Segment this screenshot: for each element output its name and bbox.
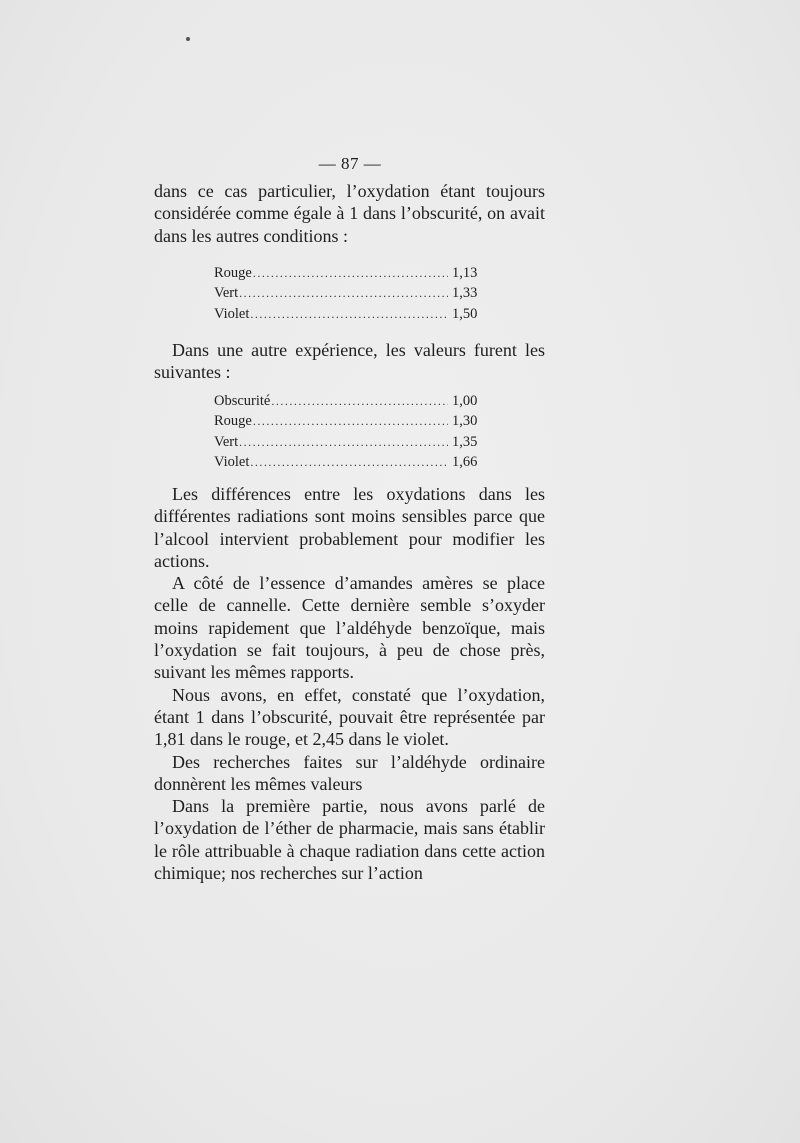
values-table-1: [214, 265, 486, 326]
paragraph-premiere-partie: Dans la première partie, nous avons parlé de l’oxydation de l’éther de pharmacie, mais sans établir le rôle attribuable à chaque radiation dans cette action chimique; nos recherches sur l’action: [154, 796, 545, 884]
dot-leader: [250, 307, 448, 322]
row-label: Violet: [214, 453, 250, 470]
paragraph-1: [154, 180, 545, 247]
dot-leader: [239, 286, 448, 301]
table-row: [214, 454, 486, 474]
values-table-2: [214, 393, 486, 474]
row-value: 1,66: [452, 453, 478, 470]
table-row: [214, 413, 486, 433]
paragraph-2: [154, 339, 545, 384]
table-row: [214, 393, 486, 413]
row-label: Rouge: [214, 265, 252, 281]
paragraph-text: dans ce cas particulier, l’oxydation étant toujours considérée comme égale à 1 dans l’obscurité, on avait dans les autres conditions :: [154, 181, 545, 246]
row-value: 1,50: [452, 305, 478, 322]
table-row: [214, 306, 486, 326]
paragraph-text: Dans une autre expérience, les valeurs furent les suivantes :: [154, 340, 545, 383]
row-label: Rouge: [214, 413, 252, 430]
dot-leader: [253, 266, 448, 281]
table-row: [214, 285, 486, 305]
body-text: [154, 483, 545, 884]
row-value: 1,33: [452, 285, 478, 302]
paragraph-aldehyde: Des recherches faites sur l’aldéhyde ordinaire donnèrent les mêmes valeurs: [154, 751, 545, 794]
row-value: 1,00: [452, 393, 478, 409]
dot-leader: [239, 435, 448, 450]
table-row: [214, 265, 486, 285]
page-number: — 87 —: [318, 154, 382, 173]
row-label: Vert: [214, 433, 239, 450]
ink-speck: [186, 37, 190, 41]
table-row: [214, 434, 486, 454]
dot-leader: [271, 394, 448, 409]
row-label: Obscurité: [214, 393, 271, 409]
paragraph-differences: Les différences entre les oxydations dans les différentes radiations sont moins sensibles parce que l’alcool intervient probablement pour modifier les actions.: [154, 484, 545, 571]
row-value: 1,35: [452, 433, 478, 450]
paragraph-cannelle: A côté de l’essence d’amandes amères se place celle de cannelle. Cette dernière semble s’oxyder moins rapidement que l’aldéhyde benzoïque, mais l’oxydation se fait toujours, à peu de chose près, suivant les mêmes rapports.: [154, 573, 545, 683]
row-label: Violet: [214, 305, 250, 322]
row-label: Vert: [214, 285, 239, 302]
row-value: 1,30: [452, 413, 478, 430]
paragraph-constate: Nous avons, en effet, constaté que l’oxydation, étant 1 dans l’obscurité, pouvait être représentée par 1,81 dans le rouge, et 2,45 dans le violet.: [154, 684, 545, 750]
row-value: 1,13: [452, 265, 478, 281]
dot-leader: [250, 455, 448, 470]
dot-leader: [253, 414, 448, 429]
